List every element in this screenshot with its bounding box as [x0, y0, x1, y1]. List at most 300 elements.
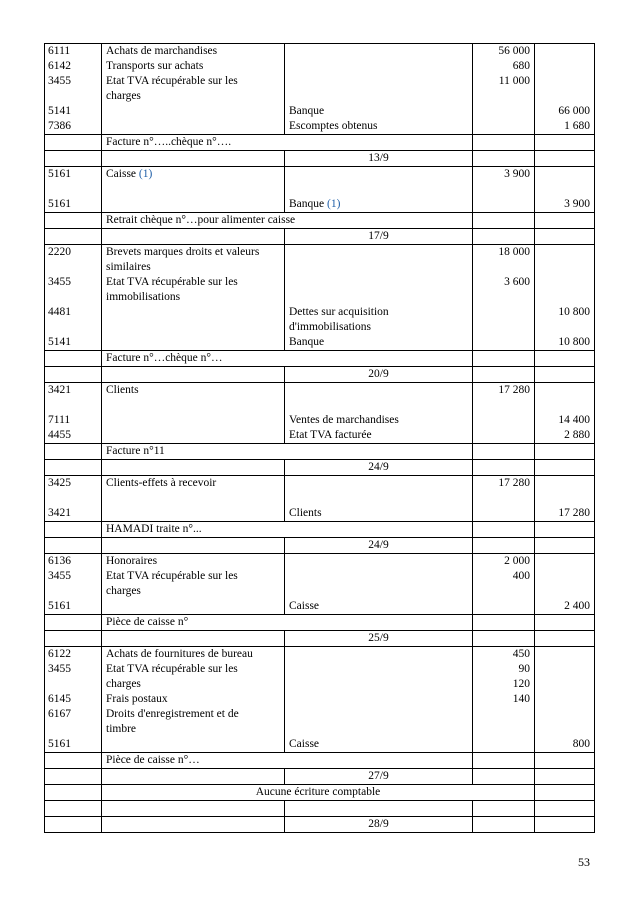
credit-label [289, 722, 468, 737]
debit-label [106, 245, 280, 260]
credit-label [289, 104, 468, 119]
account-number: 5161 [48, 198, 71, 210]
debit-labels [102, 44, 285, 135]
empty-cell [102, 769, 285, 785]
debit-label-text: immobilisations [106, 291, 181, 303]
account-number: 6167 [48, 708, 71, 720]
debit-amount [477, 197, 530, 212]
empty-cell [535, 817, 595, 833]
entry-reference-row [45, 615, 595, 631]
date-row [45, 817, 595, 833]
debit-label [106, 707, 280, 722]
credit-amount [539, 182, 590, 197]
debit-amount: 450 [512, 648, 530, 660]
account-number: 7111 [48, 414, 71, 426]
debit-amounts [473, 383, 535, 444]
account-numbers [45, 476, 102, 522]
credit-labels [285, 647, 473, 753]
credit-label [289, 692, 468, 707]
credit-amounts [535, 167, 595, 213]
debit-label-text: Etat TVA récupérable sur les [106, 75, 238, 87]
credit-label [289, 119, 468, 134]
credit-label [289, 197, 468, 212]
credit-label [289, 89, 468, 104]
empty-cell [473, 213, 535, 229]
credit-amount: 10 800 [558, 306, 590, 318]
credit-amount: 17 280 [558, 507, 590, 519]
empty-cell [102, 817, 285, 833]
empty-cell [102, 229, 285, 245]
debit-label-text: Clients [106, 384, 139, 396]
credit-label-text: Dettes sur acquisition [289, 306, 389, 318]
credit-amount [539, 89, 590, 104]
credit-label-text: Clients [289, 507, 322, 519]
debit-label-text: Honoraires [106, 555, 158, 567]
debit-amount: 17 280 [498, 477, 530, 489]
debit-label [106, 569, 280, 584]
empty-cell [45, 785, 102, 801]
debit-amounts [473, 44, 535, 135]
credit-label [289, 491, 468, 506]
account-number: 4481 [48, 306, 71, 318]
credit-label [289, 335, 468, 350]
empty-cell [45, 229, 102, 245]
empty-cell [45, 753, 102, 769]
date-row [45, 460, 595, 476]
credit-amount: 3 900 [564, 198, 590, 210]
credit-label [289, 167, 468, 182]
entry-reference: Facture n°…chèque n°… [102, 351, 473, 367]
credit-amounts [535, 554, 595, 615]
entry-date: 28/9 [285, 817, 473, 833]
credit-label [289, 320, 468, 335]
credit-amount [539, 569, 590, 584]
credit-amounts [535, 476, 595, 522]
empty-cell [102, 460, 285, 476]
debit-amount [477, 335, 530, 350]
journal-entry [45, 647, 595, 753]
credit-label [289, 599, 468, 614]
account-numbers [45, 245, 102, 351]
credit-label [289, 677, 468, 692]
debit-amount [477, 584, 530, 599]
credit-label-text: Escomptes obtenus [289, 120, 378, 132]
empty-cell [45, 522, 102, 538]
credit-label-text: Etat TVA facturée [289, 429, 372, 441]
entry-date: 24/9 [285, 460, 473, 476]
entry-reference-row [45, 753, 595, 769]
debit-label-text: timbre [106, 723, 137, 735]
account-number: 3421 [48, 507, 71, 519]
empty-cell [102, 367, 285, 383]
entry-reference-row [45, 213, 595, 229]
entry-date: 24/9 [285, 538, 473, 554]
account-number: 3455 [48, 663, 71, 675]
debit-label [106, 692, 280, 707]
page-number: 53 [578, 855, 590, 869]
debit-label [106, 320, 280, 335]
empty-cell [473, 351, 535, 367]
credit-label [289, 707, 468, 722]
credit-labels [285, 476, 473, 522]
account-number: 6136 [48, 555, 71, 567]
credit-label-text: Ventes de marchandises [289, 414, 399, 426]
debit-labels [102, 647, 285, 753]
debit-label [106, 167, 280, 182]
credit-label [289, 182, 468, 197]
journal-entry [45, 554, 595, 615]
credit-label [289, 413, 468, 428]
account-number: 2220 [48, 246, 71, 258]
debit-amount: 680 [512, 60, 530, 72]
credit-label [289, 44, 468, 59]
debit-labels [102, 554, 285, 615]
credit-label [289, 647, 468, 662]
entry-reference: Pièce de caisse n°… [102, 753, 473, 769]
debit-amount [477, 413, 530, 428]
account-numbers [45, 554, 102, 615]
debit-amount [477, 89, 530, 104]
entry-reference: Retrait chèque n°…pour alimenter caisse [102, 213, 473, 229]
debit-label [106, 44, 280, 59]
entry-reference-row [45, 351, 595, 367]
debit-label [106, 722, 280, 737]
empty-cell [535, 785, 595, 801]
credit-amount [539, 722, 590, 737]
debit-amount: 18 000 [498, 246, 530, 258]
debit-amount: 140 [512, 693, 530, 705]
date-row [45, 151, 595, 167]
debit-label [106, 491, 280, 506]
debit-labels [102, 383, 285, 444]
credit-amount [539, 692, 590, 707]
debit-amount [477, 320, 530, 335]
empty-cell [473, 460, 535, 476]
debit-label-text: Achats de marchandises [106, 45, 218, 57]
empty-cell [45, 151, 102, 167]
debit-amounts [473, 245, 535, 351]
credit-label [289, 662, 468, 677]
empty-cell [535, 367, 595, 383]
empty-cell [102, 801, 285, 817]
credit-amount [539, 59, 590, 74]
credit-labels [285, 383, 473, 444]
account-number: 3425 [48, 477, 71, 489]
empty-cell [473, 151, 535, 167]
debit-label [106, 260, 280, 275]
empty-cell [535, 444, 595, 460]
empty-cell [473, 769, 535, 785]
debit-amount [477, 305, 530, 320]
entry-date: 27/9 [285, 769, 473, 785]
debit-labels [102, 167, 285, 213]
empty-cell [535, 801, 595, 817]
date-row [45, 229, 595, 245]
credit-amount [539, 476, 590, 491]
empty-cell [473, 801, 535, 817]
debit-amount: 3 600 [504, 276, 530, 288]
credit-amount: 800 [572, 738, 590, 750]
journal-entry [45, 167, 595, 213]
empty-cell [535, 151, 595, 167]
account-numbers [45, 44, 102, 135]
debit-amount [477, 398, 530, 413]
debit-amount [477, 599, 530, 614]
debit-label [106, 383, 280, 398]
account-numbers [45, 647, 102, 753]
debit-label [106, 662, 280, 677]
account-number: 6145 [48, 693, 71, 705]
credit-labels [285, 245, 473, 351]
credit-amount [539, 662, 590, 677]
debit-amount [477, 104, 530, 119]
credit-label [289, 59, 468, 74]
debit-amount: 2 000 [504, 555, 530, 567]
account-number [48, 584, 97, 599]
debit-label [106, 104, 280, 119]
empty-cell [473, 753, 535, 769]
debit-label [106, 584, 280, 599]
credit-amount: 14 400 [558, 414, 590, 426]
account-number [48, 260, 97, 275]
entry-reference-row [45, 444, 595, 460]
journal-entry [45, 245, 595, 351]
credit-label [289, 476, 468, 491]
debit-label-text: Frais postaux [106, 693, 168, 705]
debit-label-text: charges [106, 678, 141, 690]
credit-amount: 1 680 [564, 120, 590, 132]
account-number [48, 320, 97, 335]
credit-amount [539, 383, 590, 398]
credit-amount [539, 677, 590, 692]
empty-cell [102, 151, 285, 167]
credit-label-text: Caisse [289, 600, 320, 612]
empty-cell [535, 631, 595, 647]
credit-label [289, 506, 468, 521]
empty-cell [473, 522, 535, 538]
credit-amount [539, 275, 590, 290]
credit-amount: 2 880 [564, 429, 590, 441]
account-number [48, 89, 97, 104]
account-number: 6122 [48, 648, 71, 660]
account-numbers [45, 167, 102, 213]
debit-label [106, 677, 280, 692]
entry-date: 20/9 [285, 367, 473, 383]
credit-amount [539, 320, 590, 335]
account-number [48, 677, 97, 692]
credit-label [289, 383, 468, 398]
account-numbers [45, 383, 102, 444]
credit-label-text: Banque [289, 105, 325, 117]
credit-label [289, 398, 468, 413]
debit-amount: 56 000 [498, 45, 530, 57]
date-row [45, 631, 595, 647]
account-number: 3455 [48, 75, 71, 87]
debit-label [106, 182, 280, 197]
credit-amount [539, 44, 590, 59]
empty-cell [535, 538, 595, 554]
empty-cell [45, 213, 102, 229]
debit-amount [477, 182, 530, 197]
debit-amount [477, 722, 530, 737]
credit-amount [539, 491, 590, 506]
credit-label [289, 569, 468, 584]
debit-label-text: Etat TVA récupérable sur les [106, 570, 238, 582]
entry-reference: HAMADI traite n°... [102, 522, 473, 538]
journal-entry [45, 44, 595, 135]
account-number: 3421 [48, 384, 71, 396]
debit-amount: 120 [512, 678, 530, 690]
empty-cell [473, 367, 535, 383]
debit-label [106, 647, 280, 662]
empty-cell [535, 460, 595, 476]
empty-cell [102, 631, 285, 647]
debit-amount [477, 707, 530, 722]
debit-amount: 11 000 [498, 75, 530, 87]
debit-label [106, 428, 280, 443]
debit-label [106, 554, 280, 569]
account-number: 5141 [48, 336, 71, 348]
empty-cell [535, 229, 595, 245]
credit-amount [539, 74, 590, 89]
no-entry-text: Aucune écriture comptable [102, 785, 535, 801]
account-number [48, 491, 97, 506]
account-number: 5141 [48, 105, 71, 117]
credit-amount: 66 000 [558, 105, 590, 117]
empty-cell [535, 753, 595, 769]
debit-label [106, 290, 280, 305]
debit-label-text: Transports sur achats [106, 60, 204, 72]
credit-label [289, 74, 468, 89]
credit-label [289, 584, 468, 599]
entry-reference: Facture n°…..chèque n°…. [102, 135, 473, 151]
account-number: 5161 [48, 600, 71, 612]
account-number: 4455 [48, 429, 71, 441]
account-number: 3455 [48, 276, 71, 288]
empty-cell [45, 538, 102, 554]
debit-label-text: Droits d'enregistrement et de [106, 708, 239, 720]
journal-entry [45, 383, 595, 444]
note-marker: (1) [327, 198, 341, 210]
credit-amount [539, 167, 590, 182]
credit-amounts [535, 44, 595, 135]
credit-amounts [535, 245, 595, 351]
credit-amount [539, 554, 590, 569]
debit-label-text: Clients-effets à recevoir [106, 477, 217, 489]
empty-cell [45, 631, 102, 647]
empty-cell [45, 769, 102, 785]
empty-cell [473, 817, 535, 833]
debit-label-text: Achats de fournitures de bureau [106, 648, 253, 660]
credit-amount [539, 245, 590, 260]
debit-label-text: Caisse [106, 168, 137, 180]
empty-cell [535, 213, 595, 229]
debit-label [106, 476, 280, 491]
debit-amount: 3 900 [504, 168, 530, 180]
debit-amount [477, 119, 530, 134]
credit-label-text: Banque [289, 336, 325, 348]
journal-entry [45, 476, 595, 522]
empty-cell [473, 538, 535, 554]
empty-cell [45, 444, 102, 460]
no-entry-row [45, 785, 595, 801]
debit-amounts [473, 554, 535, 615]
debit-amounts [473, 647, 535, 753]
note-marker: (1) [138, 168, 153, 180]
credit-label [289, 290, 468, 305]
debit-label-text: charges [106, 90, 141, 102]
debit-label-text: Brevets marques droits et valeurs [106, 246, 260, 258]
entry-reference: Pièce de caisse n° [102, 615, 473, 631]
account-number: 6111 [48, 45, 71, 57]
credit-amounts [535, 383, 595, 444]
credit-amount: 10 800 [558, 336, 590, 348]
credit-label-text: Caisse [289, 738, 320, 750]
debit-label [106, 506, 280, 521]
debit-amount: 400 [512, 570, 530, 582]
empty-cell [285, 801, 473, 817]
debit-label [106, 89, 280, 104]
debit-amount [477, 428, 530, 443]
empty-cell [45, 351, 102, 367]
credit-label-text: d'immobilisations [289, 321, 371, 333]
debit-labels [102, 245, 285, 351]
debit-labels [102, 476, 285, 522]
empty-cell [45, 135, 102, 151]
debit-label [106, 74, 280, 89]
debit-label [106, 737, 280, 752]
debit-label [106, 335, 280, 350]
empty-cell [473, 631, 535, 647]
entry-reference-row [45, 135, 595, 151]
credit-label [289, 245, 468, 260]
account-number [48, 182, 97, 197]
account-number: 3455 [48, 570, 71, 582]
credit-label [289, 275, 468, 290]
credit-amount [539, 707, 590, 722]
credit-label-text: Banque [289, 198, 325, 210]
debit-amount: 17 280 [498, 384, 530, 396]
credit-label [289, 554, 468, 569]
credit-amount [539, 647, 590, 662]
entry-date: 25/9 [285, 631, 473, 647]
debit-label [106, 59, 280, 74]
credit-amount [539, 260, 590, 275]
entry-date: 13/9 [285, 151, 473, 167]
account-number: 5161 [48, 738, 71, 750]
debit-amount [477, 506, 530, 521]
debit-label [106, 305, 280, 320]
credit-amount: 2 400 [564, 600, 590, 612]
credit-amount [539, 398, 590, 413]
credit-label [289, 737, 468, 752]
date-row [45, 769, 595, 785]
credit-labels [285, 554, 473, 615]
empty-cell [535, 522, 595, 538]
entry-date: 17/9 [285, 229, 473, 245]
debit-label [106, 413, 280, 428]
empty-cell [535, 615, 595, 631]
account-number [48, 398, 97, 413]
credit-labels [285, 167, 473, 213]
debit-label-text: Etat TVA récupérable sur les [106, 276, 238, 288]
credit-label [289, 305, 468, 320]
account-number: 6142 [48, 60, 71, 72]
empty-cell [473, 229, 535, 245]
debit-amount: 90 [518, 663, 530, 675]
journal-table [44, 43, 595, 833]
spacer-row [45, 801, 595, 817]
